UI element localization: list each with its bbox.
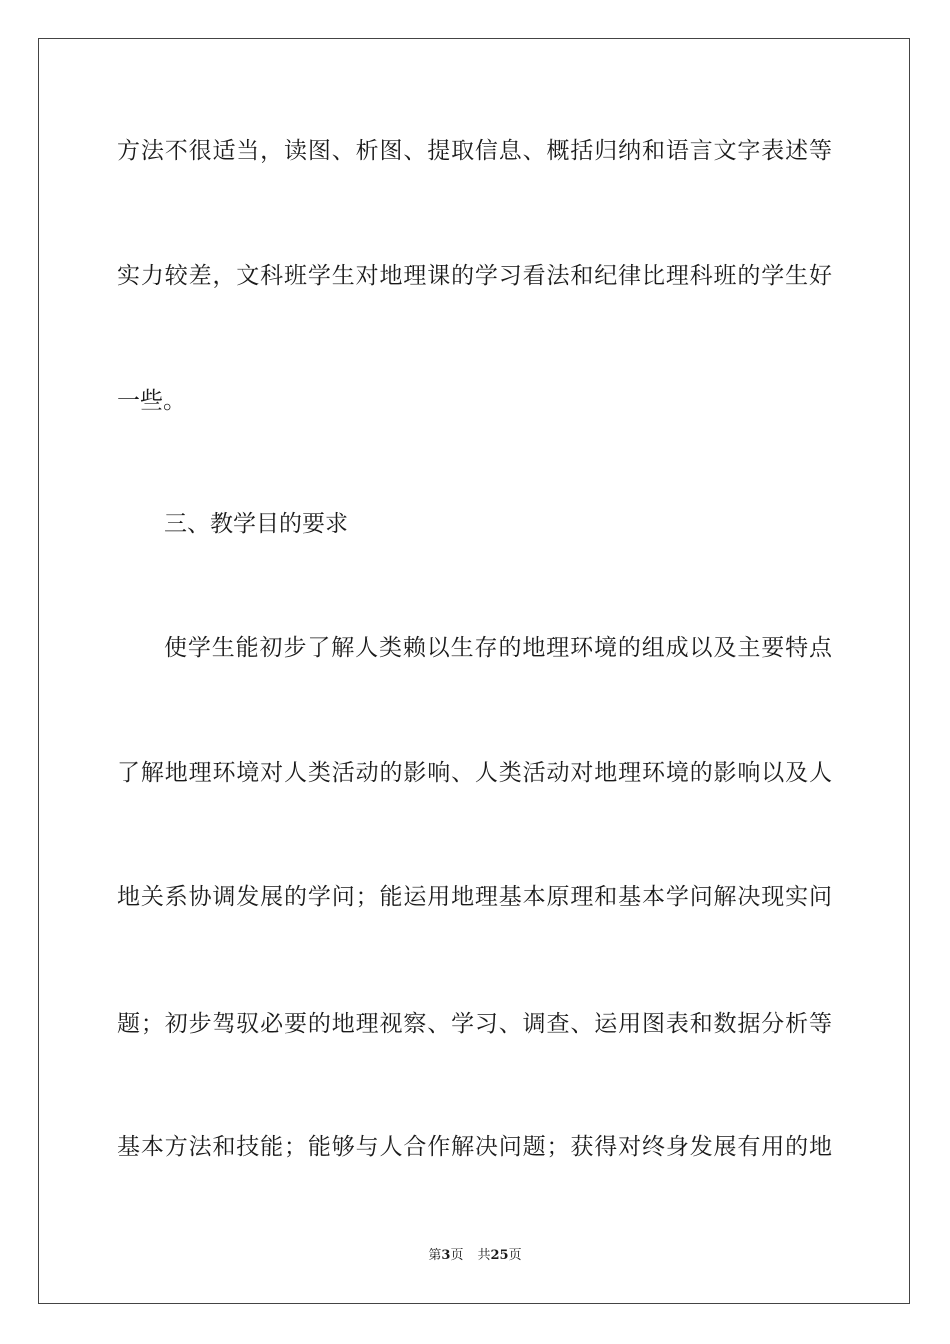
page-prefix: 第 <box>428 1248 442 1263</box>
body-text-line-2: 实力较差，文科班学生对地理课的学习看法和纪律比理科班的学生好 <box>117 263 832 289</box>
body-text-line-1: 方法不很适当，读图、析图、提取信息、概括归纳和语言文字表述等 <box>117 138 832 164</box>
page-suffix: 页 <box>450 1248 464 1263</box>
body-text-line-7: 地关系协调发展的学问；能运用地理基本原理和基本学问解决现实问 <box>117 884 832 910</box>
total-suffix: 页 <box>508 1248 522 1263</box>
page-footer <box>0 1247 950 1265</box>
total-pages: 25 <box>490 1248 509 1263</box>
total-prefix: 共 <box>477 1248 491 1263</box>
body-text-line-6: 了解地理环境对人类活动的影响、人类活动对地理环境的影响以及人 <box>117 760 832 786</box>
body-text-line-8: 题；初步驾驭必要的地理视察、学习、调查、运用图表和数据分析等 <box>117 1011 832 1037</box>
section-heading: 三、教学目的要求 <box>164 511 348 537</box>
body-text-line-9: 基本方法和技能；能够与人合作解决问题；获得对终身发展有用的地 <box>117 1134 832 1160</box>
page-number: 3 <box>441 1248 451 1263</box>
body-text-line-3: 一些。 <box>117 388 186 414</box>
body-text-line-5: 使学生能初步了解人类赖以生存的地理环境的组成以及主要特点 <box>164 635 832 661</box>
page-border <box>38 38 910 1304</box>
